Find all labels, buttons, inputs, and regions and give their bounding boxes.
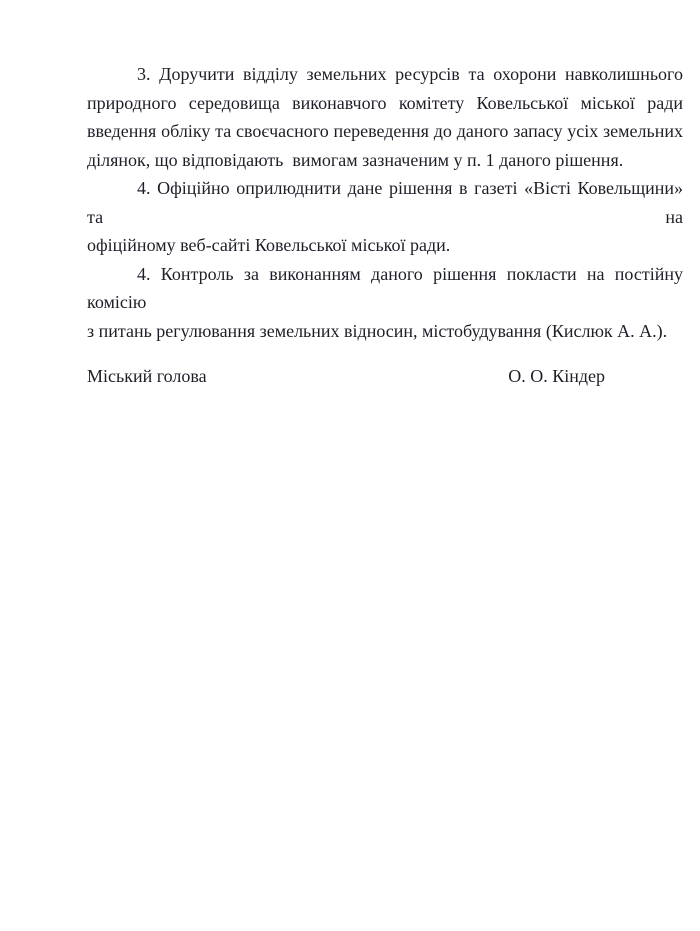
text-line: природного середовища виконавчого комітету Ковельської міської ради [87, 92, 683, 113]
paragraphs-container [87, 60, 683, 345]
signature-name: О. О. Кіндер [508, 366, 605, 386]
text-line: 4. Офіційно оприлюднити дане рішення в газеті «Вісті Ковельщини» та на [87, 178, 683, 227]
text-line: офіційному веб-сайті Ковельської міської ради. [87, 235, 451, 255]
document-body [87, 60, 683, 391]
text-line: ділянок, що відповідають вимогам зазначеним у п. 1 даного рішення. [87, 149, 624, 170]
text-line: 3. Доручити відділу земельних ресурсів та охорони навколишнього [137, 64, 683, 84]
text-line: введення обліку та своєчасного переведення до даного запасу усіх земельних [87, 121, 683, 141]
signature-row [87, 362, 683, 391]
text-line: 4. Контроль за виконанням даного рішення покласти на постійну комісію [87, 263, 683, 312]
text-line: з питань регулювання земельних відносин, містобудування (Кислюк А. А.). [87, 320, 668, 341]
signature-title: Міський голова [87, 366, 207, 386]
